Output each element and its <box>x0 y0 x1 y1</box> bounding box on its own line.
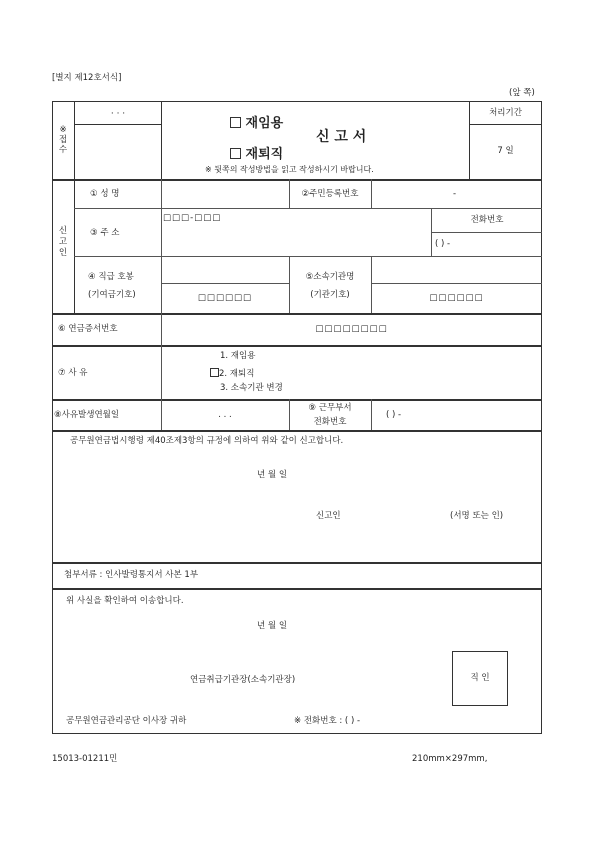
zipcode-boxes[interactable]: □□□-□□□ <box>163 213 222 223</box>
seal-label: 직 인 <box>470 673 490 683</box>
signer-label: 신고인 <box>316 511 341 521</box>
name-label: ① 성 명 <box>90 189 120 199</box>
dept-label: ⑨ 근무부서 <box>308 403 352 413</box>
checkbox-icon[interactable] <box>230 117 241 128</box>
rrn-label-divider-right <box>371 179 372 208</box>
reason-option-3[interactable]: 3. 소속기관 변경 <box>220 383 283 393</box>
checkbox-icon[interactable] <box>210 368 219 377</box>
receipt-mark: ※ 접 수 <box>58 125 68 155</box>
rank-row-mid-right <box>371 283 542 284</box>
section-divider <box>52 562 542 564</box>
recipient: 공무원연금관리공단 이사장 귀하 <box>66 716 187 726</box>
section-divider <box>52 588 542 590</box>
paper-size: 210mm×297mm, <box>412 754 488 764</box>
pension-boxes[interactable]: □□□□□□□□ <box>315 324 388 334</box>
reason-option-1[interactable]: 1. 재임용 <box>220 351 256 361</box>
rank-row-mid-left <box>161 283 289 284</box>
label-col-divider <box>161 179 162 313</box>
confirmation-phone[interactable]: ※ 전화번호 : ( ) - <box>294 716 361 726</box>
section-divider <box>52 345 542 347</box>
org-code-label: (기관기호) <box>310 290 350 300</box>
section-divider <box>52 313 542 315</box>
title-left-divider <box>161 101 162 179</box>
title-option-reretire[interactable]: 재퇴직 <box>230 143 283 162</box>
occur-date-label: ⑧사유발생연월일 <box>54 410 120 420</box>
title-option-reemploy[interactable]: 재임용 <box>230 112 283 131</box>
applicant-col-divider <box>74 179 75 313</box>
receipt-date[interactable]: · · · <box>110 109 126 119</box>
receipt-divider <box>74 124 161 125</box>
checkbox-icon[interactable] <box>230 148 241 159</box>
rank-label: ④ 직급 호봉 <box>88 272 134 282</box>
phone-label: 전화번호 <box>470 215 504 225</box>
page-side: (앞 쪽) <box>509 88 535 98</box>
pension-label: ⑥ 연금증서번호 <box>58 324 118 334</box>
proc-period-value: 7 일 <box>497 146 514 156</box>
phone-field[interactable]: ( ) - <box>435 239 451 249</box>
proc-period-label: 처리기간 <box>489 108 522 118</box>
official-seal-box[interactable] <box>452 651 508 706</box>
dept-phone-field[interactable]: ( ) - <box>386 410 402 420</box>
contribution-boxes[interactable]: □□□□□□ <box>197 293 253 303</box>
official-title: 연금취급기관장(소속기관장) <box>190 675 296 685</box>
phone-label-divider <box>431 232 542 233</box>
org-label-divider-left <box>289 256 290 313</box>
address-label: ③ 주 소 <box>90 228 120 238</box>
form-title: 신 고 서 <box>316 129 367 145</box>
section-divider <box>52 399 542 401</box>
org-label-divider-right <box>371 256 372 313</box>
form-label: [별지 제12호서식] <box>52 73 122 83</box>
reason-col-divider <box>161 345 162 399</box>
applicant-section-label: 신 고 인 <box>58 226 68 258</box>
contribution-label: (기여금기호) <box>88 290 136 300</box>
sign-note[interactable]: (서명 또는 인) <box>450 511 504 521</box>
org-label: ⑤소속기관명 <box>305 272 355 282</box>
reason-label: ⑦ 사 유 <box>58 368 88 378</box>
section-divider <box>52 430 542 432</box>
writing-note: ※ 뒷쪽의 작성방법을 읽고 작성하시기 바랍니다. <box>205 165 374 174</box>
confirmation-date[interactable]: 년 월 일 <box>257 621 288 631</box>
name-field[interactable] <box>163 181 287 206</box>
occur-date-field[interactable]: . . . <box>218 410 232 420</box>
declaration-text: 공무원연금법시행령 제40조제3항의 규정에 의하여 위와 같이 신고합니다. <box>70 436 344 446</box>
footer-code: 15013-01211민 <box>52 754 118 764</box>
org-code-boxes[interactable]: □□□□□□ <box>429 293 484 303</box>
rrn-label: ②주민등록번호 <box>301 189 359 199</box>
applicant-row-line <box>74 256 542 257</box>
dept-phone-label: 전화번호 <box>313 417 347 427</box>
period-divider <box>469 124 542 125</box>
attachment-text: 첨부서류 : 인사발령통지서 사본 1부 <box>64 570 199 580</box>
declaration-date[interactable]: 년 월 일 <box>257 470 288 480</box>
confirmation-text: 위 사실을 확인하여 이송합니다. <box>66 596 184 606</box>
rrn-field[interactable]: - <box>453 189 457 199</box>
dept-label-divider-right <box>371 399 372 430</box>
reason-option-2[interactable]: 2. 재퇴직 <box>210 367 254 379</box>
top-section-bottom <box>52 179 542 181</box>
applicant-row-line <box>74 208 542 209</box>
